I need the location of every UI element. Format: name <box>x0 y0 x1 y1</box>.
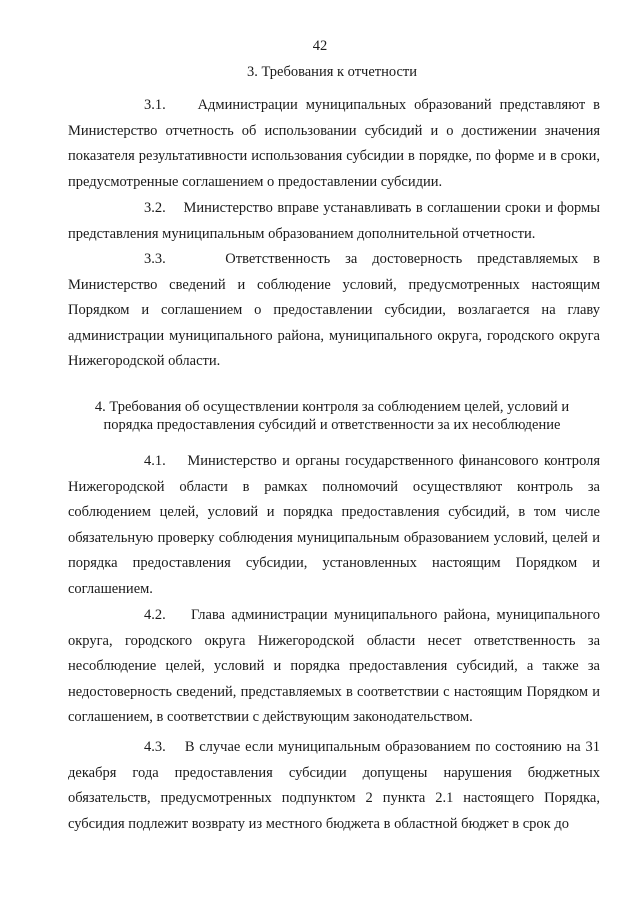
paragraph-3-2 <box>68 196 600 247</box>
section-3-title: 3. Требования к отчетности <box>246 64 418 80</box>
paragraph-text: Министерство вправе устанавливать в соглашении сроки и формы представления муниципальным образованием дополнительной отчетности. <box>68 200 600 242</box>
section-4-title-line-1: 4. Требования об осуществлении контроля за соблюдением целей, условий и <box>94 399 570 415</box>
paragraph-text: Министерство и органы государственного финансового контроля Нижегородской области в рамках полномочий осуществляют контроль за соблюдением целей, условий и порядка предоставления субсидий, в том числе обязательную проверку соблюдения муниципальным образованием условий, целей и порядка предоставления субсидии, установленных настоящим Порядком и соглашением. <box>68 453 601 597</box>
paragraph-4-1 <box>68 449 600 603</box>
paragraph-number: 4.2. <box>144 607 166 623</box>
paragraph-4-2 <box>68 603 600 731</box>
paragraph-text: В случае если муниципальным образованием по состоянию на 31 декабря года предоставления субсидии допущены нарушения бюджетных обязательств, предусмотренных подпунктом 2 пункта 2.1 настоящего Порядка, субсидия подлежит возврату из местного бюджета в областной бюджет в срок до <box>68 739 600 832</box>
paragraph-number: 3.1. <box>144 97 166 113</box>
paragraph-3-3 <box>68 247 600 375</box>
paragraph-number: 3.2. <box>144 200 166 216</box>
section-4-title <box>60 398 604 434</box>
paragraph-text: Ответственность за достоверность представляемых в Министерство сведений и соблюдение условий, предусмотренных настоящим Порядком и соглашением о предоставлении субсидии, возлагается на главу администрации муниципального района, муниципального округа, городского округа Нижегородской области. <box>68 251 600 370</box>
paragraph-number: 4.1. <box>144 453 166 469</box>
section-4-title-line-2: порядка предоставления субсидий и ответственности за их несоблюдение <box>103 417 561 433</box>
page-number: 42 <box>312 38 328 54</box>
paragraph-3-1 <box>68 93 600 195</box>
paragraph-number: 3.3. <box>144 251 166 267</box>
paragraph-4-3 <box>68 735 600 837</box>
paragraph-number: 4.3. <box>144 739 166 755</box>
paragraph-text: Администрации муниципальных образований представляют в Министерство отчетность об использовании субсидий и о достижении значения показателя результативности использования субсидии в порядке, по форме и в сроки, предусмотренные соглашением о предоставлении субсидии. <box>68 97 600 190</box>
paragraph-text: Глава администрации муниципального района, муниципального округа, городского округа Нижегородской области несет ответственность за несоблюдение целей, условий и порядка предоставления субсидий, а также за недостоверность сведений, представляемых в соответствии с настоящим Порядком и соглашением, в соответствии с действующим законодательством. <box>68 607 600 726</box>
